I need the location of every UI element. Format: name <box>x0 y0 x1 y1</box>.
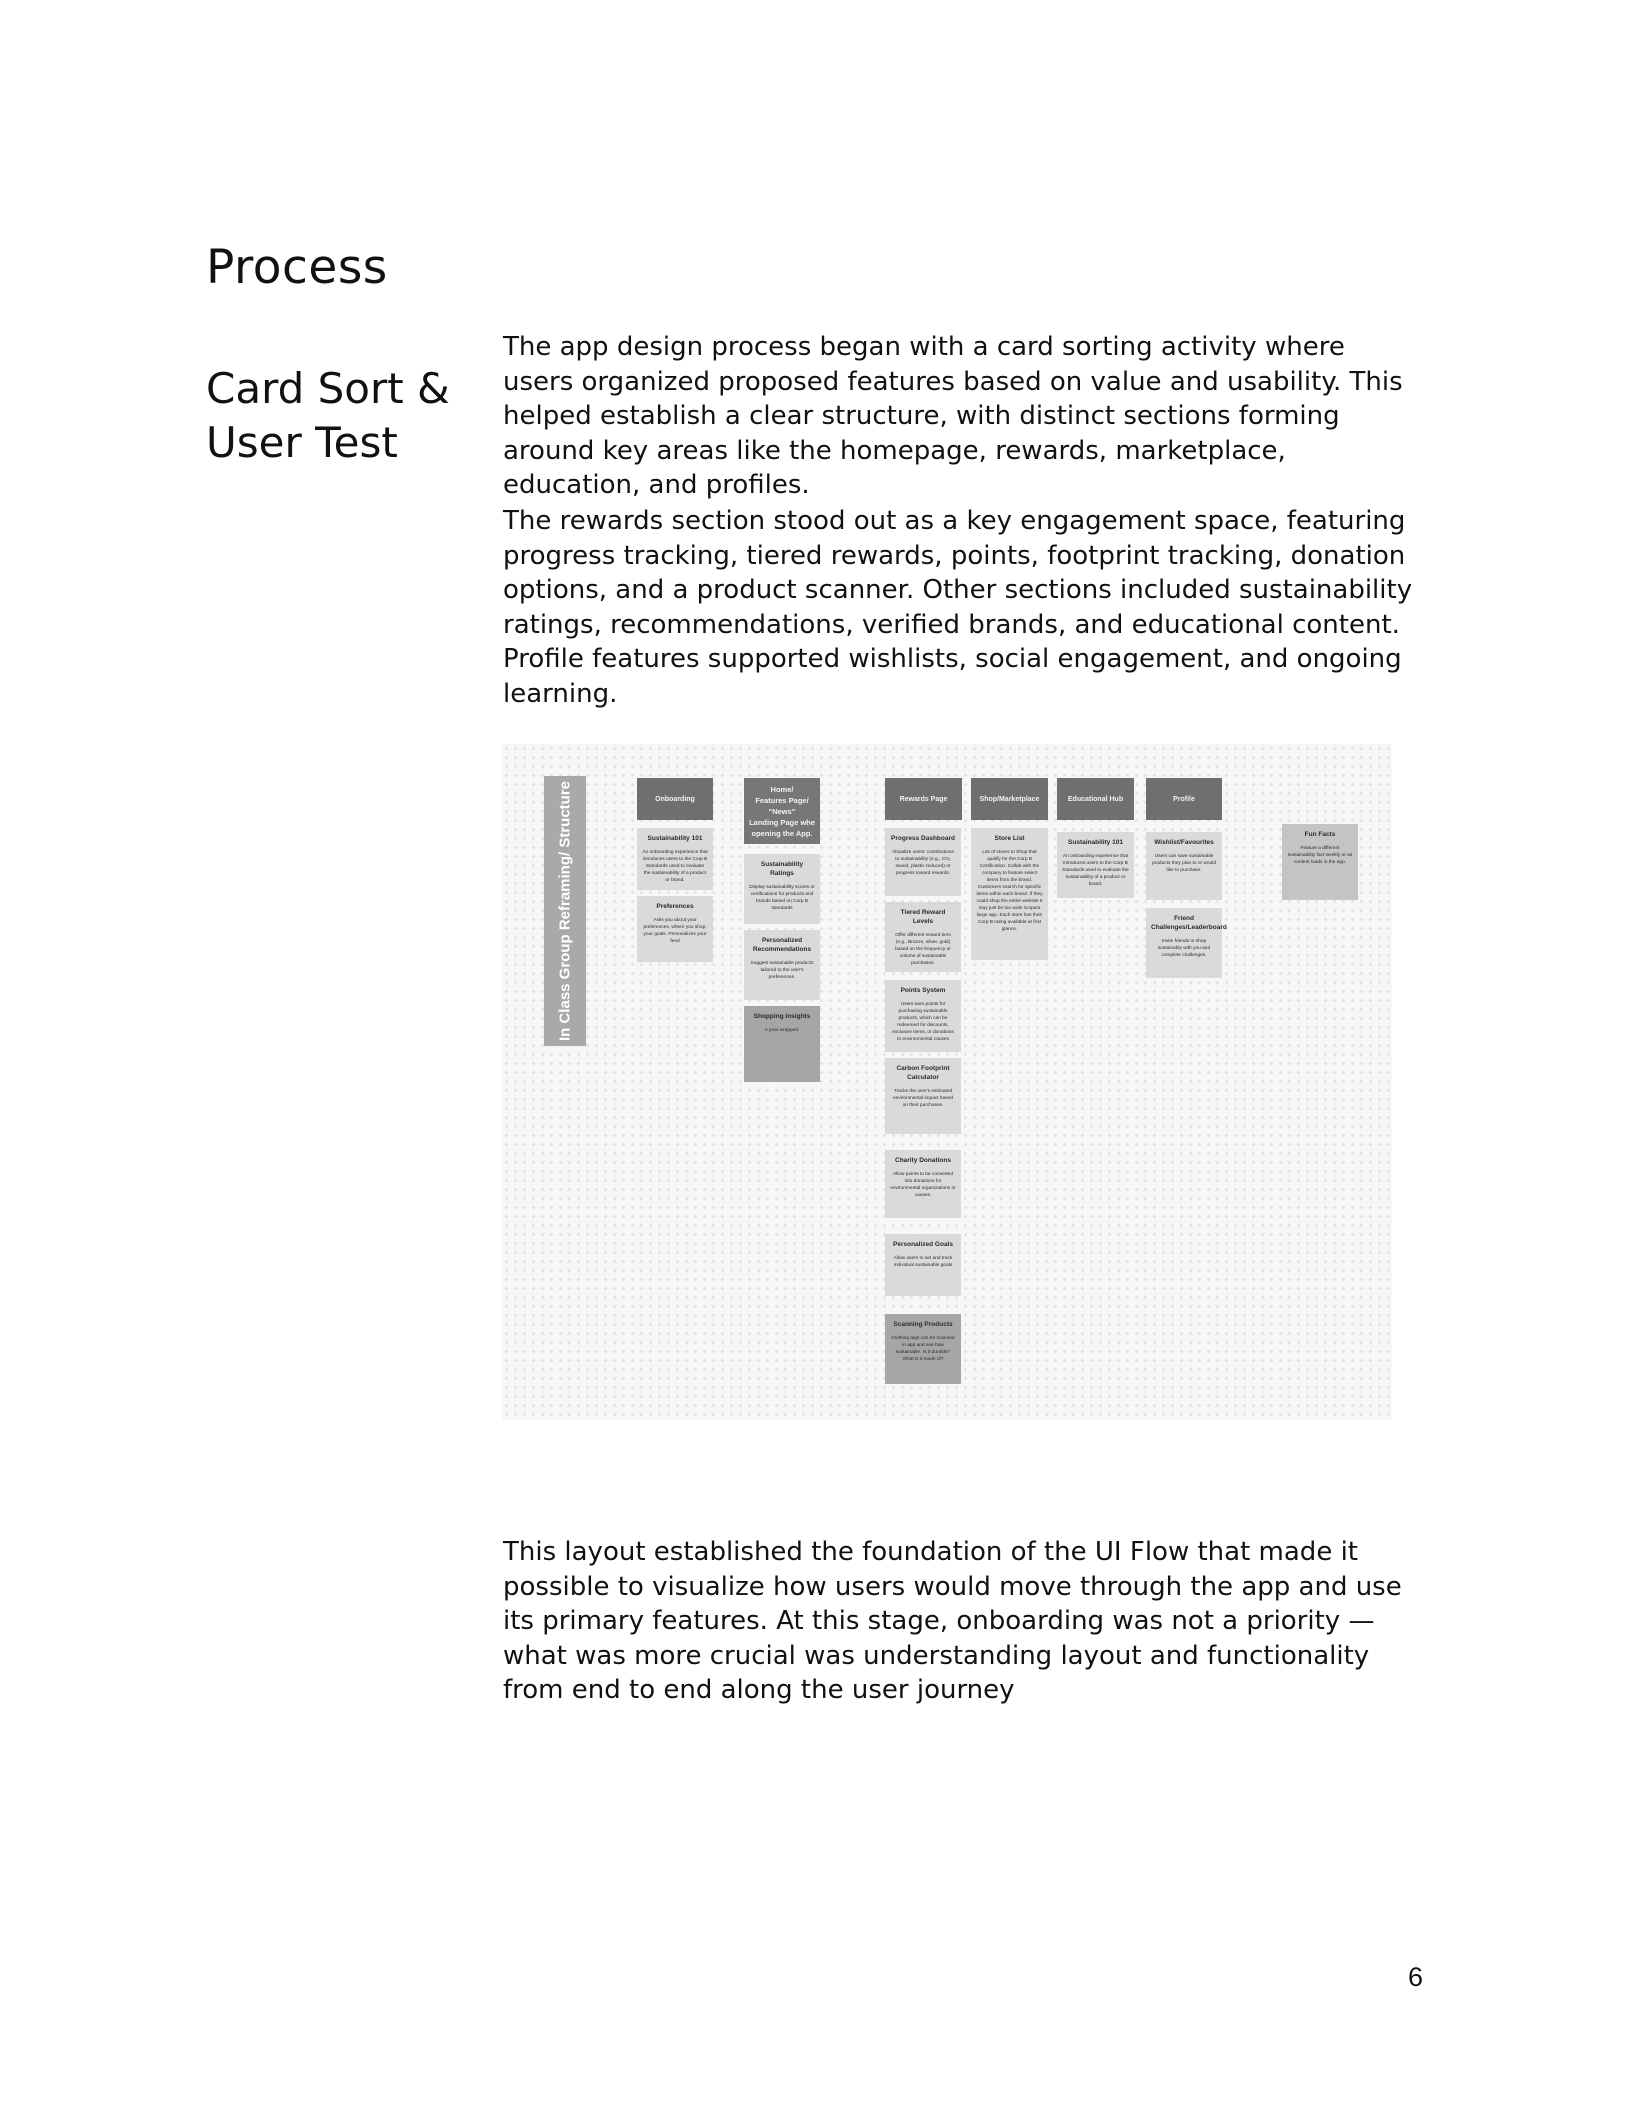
card-store-list <box>971 828 1048 960</box>
card-body: Visualize users' contributions to sustainability (e.g., CO₂ saved, plastic reduced) or progress toward rewards. <box>892 850 954 876</box>
card-title: Preferences <box>656 903 694 910</box>
section-title: Process <box>206 240 388 295</box>
card-title: Tiered Reward Levels <box>900 909 946 925</box>
card-title: Sustainability 101 <box>647 835 703 842</box>
card-shopping-insights <box>744 1006 820 1082</box>
card-sort-board <box>502 744 1392 1420</box>
card-wishlist-favourites <box>1146 832 1222 900</box>
card-title: Sustainability Ratings <box>760 861 804 877</box>
card-body: Suggest sustainable products tailored to the user's preferences. <box>750 961 814 980</box>
card-title: Personalized Goals <box>893 1241 953 1248</box>
card-title: Friend Challenges/Leaderboard <box>1151 915 1227 931</box>
card-personalized-goals <box>885 1234 961 1296</box>
header-home-line4: Landing Page whe <box>749 817 815 827</box>
card-body: Offer different reward tiers (e.g., Bronze, silver, gold) based on the frequency or volume of sustainable purchases. <box>895 933 951 966</box>
card-education-sustainability-101 <box>1057 832 1134 898</box>
card-title: Wishlist/Favourites <box>1154 839 1214 846</box>
card-body: A year wrapped. <box>764 1028 800 1033</box>
header-education: Educational Hub <box>1057 778 1134 820</box>
card-body: Allow users to set and track individual sustainable goals <box>893 1256 953 1268</box>
card-preferences <box>637 896 713 962</box>
subsection-title: Card Sort & User Test <box>206 364 450 467</box>
card-body: List of stores to Shop that qualify for the Corp B Certification. Collab with the company to feature select items from the brand. Customers search for specific items within each brand. If they could shop the entire website it may just be too wide scope/a large app. Each store has their Corp B rating available at first glance. <box>976 850 1043 932</box>
header-rewards: Rewards Page <box>885 778 962 820</box>
card-title: Progress Dashboard <box>891 835 955 842</box>
card-charity-donations <box>885 1150 961 1218</box>
card-progress-dashboard <box>885 828 961 896</box>
card-body: Feature a different sustainability fact weekly or as content loads in the app. <box>1287 846 1353 865</box>
header-home <box>744 778 820 844</box>
card-sustainability-ratings <box>744 854 820 924</box>
card-title: Store List <box>994 835 1025 842</box>
card-carbon-footprint-calculator <box>885 1058 961 1134</box>
card-personalized-recommendations <box>744 930 820 1000</box>
card-title: Sustainability 101 <box>1068 839 1123 846</box>
card-onboarding-sustainability-101 <box>637 828 713 890</box>
card-title: Charity Donations <box>895 1157 951 1164</box>
card-title: Personalized Recommendations <box>752 937 812 953</box>
card-body: An onboarding experience that introduces users to the Corp B Standards used to evaluate the sustainability of a product or brand. <box>1062 854 1129 887</box>
board-vertical-label-text: In Class Group Reframing/ Structure <box>556 780 574 1042</box>
card-body: Tracks the user's estimated environmental impact based on their purchases. <box>893 1089 953 1108</box>
card-friend-challenges <box>1146 908 1227 978</box>
card-body: Clothing tags can be scanned in app and see how sustainable. Is it durable? What is it made of? <box>891 1336 955 1362</box>
header-shop: Shop/Marketplace <box>971 778 1048 820</box>
header-home-line5: opening the App. <box>751 828 813 838</box>
page-number: 6 <box>1408 1962 1424 1992</box>
card-title: Scanning Products <box>893 1321 953 1328</box>
card-fun-facts <box>1282 824 1358 900</box>
card-body: Users can save sustainable products they plan to or would like to purchase. <box>1152 854 1216 873</box>
header-home-line3: "News" <box>768 806 796 816</box>
rewards-paragraph: The rewards section stood out as a key engagement space, featuring progress tracking, tiered rewards, points, footprint tracking, donation options, and a product scanner. Other sections included sustainability ratings, recommendations, verified brands, and educational content. Profile features supported wishlists, social engagement, and ongoing learning. <box>503 506 1413 709</box>
conclusion-paragraph: This layout established the foundation of the UI Flow that made it possible to visualize how users would move through the app and use its primary features. At this stage, onboarding was not a priority — what was more crucial was understanding layout and functionality from end to end along the user journey <box>503 1537 1402 1705</box>
intro-paragraph: The app design process began with a card sorting activity where users organized proposed features based on value and usability. This helped establish a clear structure, with distinct sections forming around key areas like the homepage, rewards, marketplace, education, and profiles. <box>503 332 1403 500</box>
card-body: Display sustainability scores or certifications for products and brands based on Corp B standards <box>749 885 815 911</box>
card-body: Users earn points for purchasing sustainable products, which can be redeemed for discounts, exclusive items, or donations to environmental causes <box>892 1002 954 1042</box>
card-title: Points System <box>900 987 946 994</box>
header-home-line2: Features Page/ <box>755 795 809 805</box>
card-body: Invite friends to shop sustainably with you and complete challenges. <box>1157 939 1211 958</box>
board-vertical-label <box>544 776 586 1046</box>
card-points-system <box>885 980 961 1052</box>
header-profile: Profile <box>1146 778 1222 820</box>
card-title: Fun Facts <box>1304 831 1336 838</box>
card-scanning-products <box>885 1314 961 1384</box>
card-body: Asks you about your preferences, where you shop, your goals. Personalizes your feed <box>643 918 707 944</box>
card-body: An onboarding experience that introduces users to the Corp B Standards used to evaluate the sustainability of a product or brand. <box>642 850 708 883</box>
card-tiered-reward-levels <box>885 902 961 972</box>
card-body: Allow points to be converted into donations for environmental organizations or causes. <box>890 1172 956 1198</box>
header-onboarding: Onboarding <box>637 778 713 820</box>
card-title: Carbon Footprint Calculator <box>896 1065 950 1081</box>
card-title: Shopping Insights <box>753 1013 811 1020</box>
header-home-line1: Home/ <box>770 784 794 794</box>
